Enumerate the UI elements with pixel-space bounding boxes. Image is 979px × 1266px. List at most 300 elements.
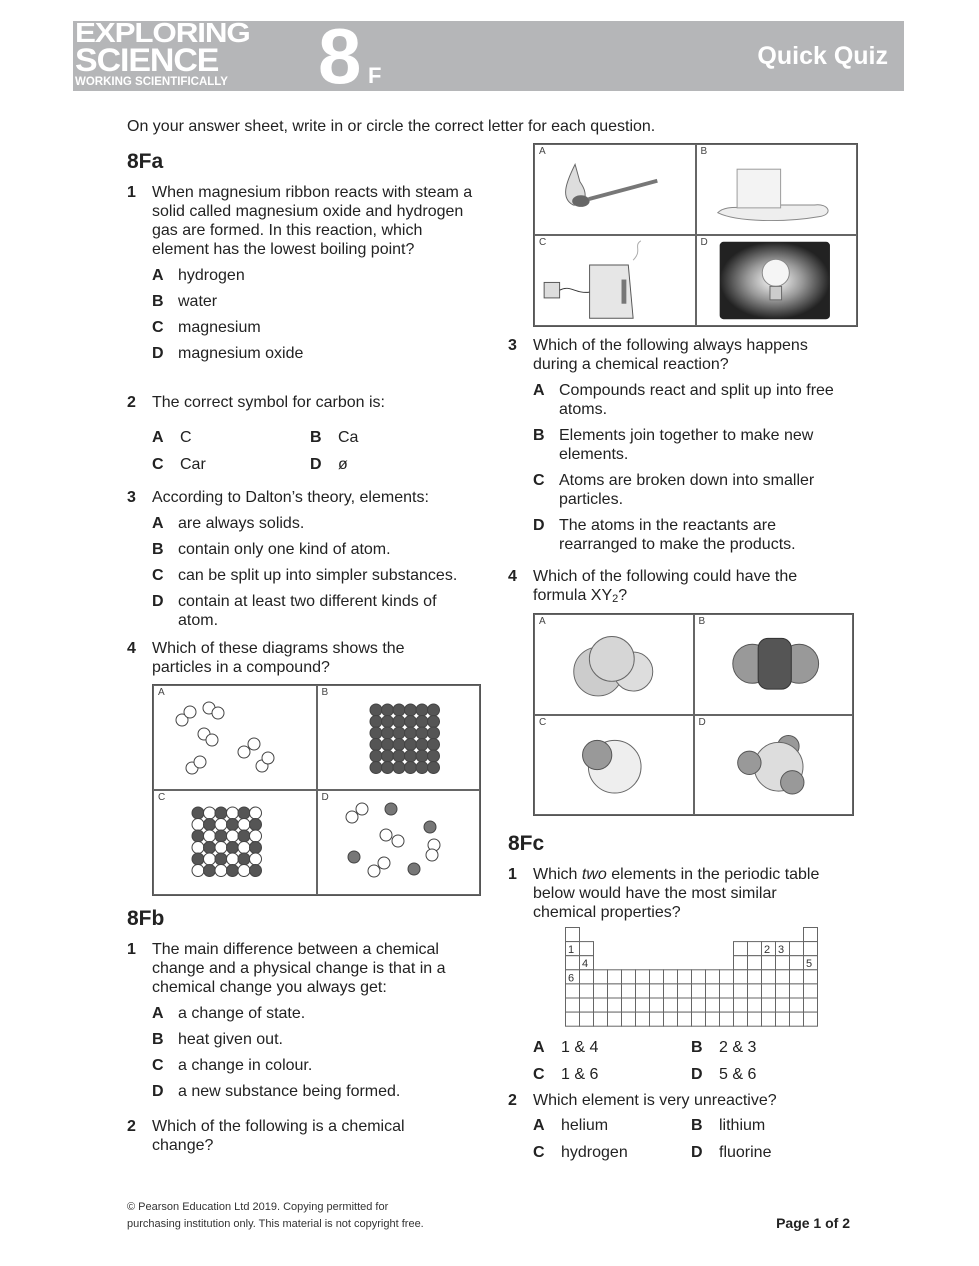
particle [381,739,393,751]
element-label: 1 [568,944,575,957]
question-8fa-4 [127,639,427,677]
particle [215,853,227,865]
question-text: Which of the following always happens during a chemical reaction? [533,337,808,373]
panel-label: A [539,616,546,627]
element-cell [776,984,790,998]
text-part: elements in the periodic table below would have the most similar chemical properties? [533,866,820,921]
element-cell [636,984,650,998]
element-cell [748,956,762,970]
particle [250,842,262,854]
option-letter: D [152,1083,164,1100]
element-cell [636,970,650,984]
particle [227,842,239,854]
answer-option[interactable] [533,1143,691,1162]
particle-diagrams [152,684,481,896]
particle [408,863,420,875]
element-cell [734,984,748,998]
element-label: 4 [582,958,589,971]
element-cell [762,984,776,998]
element-cell [664,998,678,1012]
element-cell [734,942,748,956]
question-stem [127,639,427,677]
answer-option[interactable] [691,1038,841,1057]
particle [424,821,436,833]
element-cell [748,998,762,1012]
option-letter: C [152,1057,164,1074]
panel-a [534,614,694,715]
molecule-c [535,716,693,815]
particle [381,750,393,762]
option-text: 2 & 3 [719,1039,757,1056]
option-text: ø [338,456,348,473]
question-8fb-4 [508,567,828,609]
particle [404,762,416,774]
element-cell [762,998,776,1012]
option-letter: B [152,541,164,558]
logo-line-2: SCIENCE [75,42,219,78]
periodic-table-diagram [565,927,819,1028]
particle [393,727,405,739]
element-cell [692,998,706,1012]
particle [238,746,250,758]
unit-letter: F [368,63,382,88]
element-cell [594,1012,608,1026]
mixture-diagram [318,791,480,894]
element-cell [720,998,734,1012]
particle [404,750,416,762]
copyright-notice [127,1199,424,1233]
answer-option[interactable] [691,1116,841,1135]
particle [393,716,405,728]
particle [368,865,380,877]
option-text: hydrogen [178,267,245,284]
option-letter: D [310,456,322,473]
element-cell [692,970,706,984]
answer-option[interactable] [152,318,477,337]
particle [427,750,439,762]
element-cell [678,998,692,1012]
element-cell [790,970,804,984]
lattice-element-diagram [318,686,480,789]
particle [212,707,224,719]
option-letter: B [691,1039,703,1056]
question-number: 1 [508,866,517,883]
particle [215,865,227,877]
element-label: 2 [764,944,771,957]
particle [393,739,405,751]
question-text: The main difference between a chemical change and a physical change is that in a chemical change you always get: [152,941,446,996]
particle [250,819,262,831]
particle [427,762,439,774]
answer-option[interactable] [152,292,477,311]
option-text: a new substance being formed. [178,1083,401,1100]
particle [392,835,404,847]
particle [370,704,382,716]
answer-option[interactable] [533,1038,691,1057]
answer-option[interactable] [533,471,853,509]
question-8fb-1 [127,940,467,1101]
element-label: 5 [806,958,813,971]
panel-label: D [698,716,706,728]
particle [427,716,439,728]
option-text: lithium [719,1117,766,1134]
text-part: ? [618,587,628,604]
element-cell [748,1012,762,1026]
particle [204,842,216,854]
element-cell [748,970,762,984]
question-text: The correct symbol for carbon is: [152,394,385,411]
element-cell [804,970,818,984]
element-cell [706,970,720,984]
option-letter: C [152,456,164,473]
particle [215,830,227,842]
answer-option[interactable] [152,428,310,447]
question-text: When magnesium ribbon reacts with steam a solid called magnesium oxide and hydrogen gas are formed. In this reaction, which element has the lowest boiling point? [152,184,473,258]
molecule-b [695,615,853,714]
panel-label: B [698,616,706,627]
question-8fa-1 [127,183,477,363]
particle [238,807,250,819]
element-cell [706,984,720,998]
answer-option[interactable] [310,455,460,474]
panel-c [534,235,696,326]
particle [427,739,439,751]
element-cell [748,984,762,998]
element-cell [608,998,622,1012]
particle [192,830,204,842]
panel-label: A [158,687,165,698]
question-number: 2 [508,1092,517,1109]
option-text: The atoms in the reactants are rearranged to make the products. [559,517,796,553]
answer-option[interactable] [533,381,853,419]
particle [204,865,216,877]
element-cell [762,956,776,970]
option-text: Atoms are broken down into smaller particles. [559,472,815,508]
element-cell [692,1012,706,1026]
panel-d [317,790,481,895]
element-cell [804,984,818,998]
option-text: contain only one kind of atom. [178,541,391,558]
question-8fb-2 [127,1117,437,1155]
question-8fc-1-options [508,1037,858,1084]
element-cell [804,1012,818,1026]
lattice-compound-diagram [154,791,316,894]
option-text: 1 & 4 [561,1039,599,1056]
panel-b [694,614,854,715]
particle [227,819,239,831]
particle [204,853,216,865]
answer-option[interactable] [310,428,460,447]
header-banner [73,12,904,100]
answer-option[interactable] [533,516,853,554]
question-text [533,865,838,922]
element-cell [804,998,818,1012]
option-text: Ca [338,429,359,446]
element-cell [566,928,580,942]
particle [381,704,393,716]
particle [381,716,393,728]
particle [346,811,358,823]
particle [416,739,428,751]
option-letter: D [533,517,545,534]
element-cell [790,942,804,956]
element-cell [706,1012,720,1026]
element-cell [720,1012,734,1026]
particle [204,830,216,842]
element-cell [566,1012,580,1026]
option-text: magnesium oxide [178,345,304,362]
molecule-d [695,716,853,815]
particle [416,704,428,716]
question-text: Which element is very unreactive? [533,1092,777,1109]
particle [404,739,416,751]
question-8fc-2 [508,1091,858,1162]
option-letter: A [152,1005,164,1022]
particle [416,762,428,774]
panel-c [534,715,694,816]
question-stem [127,1117,437,1155]
panel-label: A [539,146,546,157]
element-cell [580,998,594,1012]
element-cell [734,1012,748,1026]
instructions: On your answer sheet, write in or circle the correct letter for each question. [127,118,656,135]
element-cell [678,1012,692,1026]
particle [378,857,390,869]
burning-spoon-image [535,145,695,234]
option-text: contain at least two different kinds of atom. [178,593,437,629]
panel-a [534,144,696,235]
answer-option[interactable] [533,1065,691,1084]
answer-option[interactable] [533,426,853,464]
answer-option[interactable] [533,1116,691,1135]
element-cell [734,970,748,984]
question-stem [127,393,477,412]
option-letter: A [152,515,164,532]
particle [370,716,382,728]
particle [404,716,416,728]
particle [238,819,250,831]
element-label: 3 [778,944,785,957]
option-letter: C [533,1144,545,1161]
answer-option[interactable] [152,344,477,363]
particle [238,865,250,877]
page-number: Page 1 of 2 [776,1215,850,1231]
option-letter: B [691,1117,703,1134]
question-number: 3 [508,337,517,354]
particle [227,865,239,877]
answer-option[interactable] [152,455,310,474]
particle [356,803,368,815]
element-cell [804,928,818,942]
element-label: 6 [568,972,575,985]
particle [215,842,227,854]
option-letter: C [533,472,545,489]
question-number: 4 [127,640,136,657]
light-bulb-image [697,236,857,325]
panel-label: B [321,687,329,698]
element-cell [706,998,720,1012]
answer-option[interactable] [152,592,477,630]
option-text: a change in colour. [178,1057,313,1074]
answer-option[interactable] [152,1004,467,1023]
options-grid [533,1038,858,1084]
question-number: 2 [127,1118,136,1135]
question-number: 4 [508,568,517,585]
answer-option[interactable] [152,1082,467,1101]
option-text: are always solids. [178,515,305,532]
particle [192,853,204,865]
question-stem [508,336,853,374]
option-text: Car [180,456,206,473]
option-letter: A [533,382,545,399]
element-cell [678,984,692,998]
particle [192,842,204,854]
particle [215,807,227,819]
panel-b [317,685,481,790]
particle [204,807,216,819]
molecule-diagrams [533,613,854,816]
question-text: Which of these diagrams shows the particles in a compound? [152,640,405,676]
option-text: 5 & 6 [719,1066,757,1083]
answer-option[interactable] [691,1065,841,1084]
element-cell [594,970,608,984]
particle [393,750,405,762]
particle [194,756,206,768]
element-cell [776,970,790,984]
option-letter: D [691,1066,703,1083]
panel-label: B [700,146,708,157]
answer-option[interactable] [152,514,477,533]
element-cell [594,998,608,1012]
question-stem [127,488,477,507]
element-cell [580,984,594,998]
element-cell [790,1012,804,1026]
question-8fa-3 [127,488,477,630]
question-text: Which of the following is a chemical change? [152,1118,405,1154]
answer-option[interactable] [152,1056,467,1075]
option-text: Elements join together to make new elements. [559,427,814,463]
answer-option[interactable] [152,566,477,585]
element-cell [790,998,804,1012]
option-letter: B [533,427,545,444]
particle [393,704,405,716]
answer-option[interactable] [152,266,477,285]
option-letter: C [152,567,164,584]
element-cell [790,984,804,998]
particle [426,849,438,861]
element-cell [720,984,734,998]
element-cell [650,1012,664,1026]
particle [206,734,218,746]
element-cell [608,1012,622,1026]
logo-line-1: EXPLORING [75,17,250,48]
element-cell [636,998,650,1012]
panel-d [696,235,858,326]
section-heading-8fa: 8Fa [127,150,164,173]
particle [348,851,360,863]
particle [250,853,262,865]
particle [427,727,439,739]
element-cell [776,956,790,970]
element-cell [762,1012,776,1026]
option-text: can be split up into simpler substances. [178,567,458,584]
particle [248,738,260,750]
particle [250,830,262,842]
element-cell [776,1012,790,1026]
element-cell [566,956,580,970]
text-part: Which of the following could have the formula XY [533,568,798,604]
particle [262,752,274,764]
option-text: a change of state. [178,1005,306,1022]
question-8fb-3 [508,336,853,554]
panel-label: C [539,716,547,728]
option-letter: C [533,1066,545,1083]
option-text: fluorine [719,1144,772,1161]
particle [192,807,204,819]
option-text: hydrogen [561,1144,628,1161]
option-text: heat given out. [178,1031,283,1048]
logo-line-3: WORKING SCIENTIFICALLY [75,76,228,88]
particle [250,807,262,819]
question-stem [127,183,477,259]
answer-option[interactable] [691,1143,841,1162]
element-cell [636,1012,650,1026]
question-number: 3 [127,489,136,506]
element-cell [762,970,776,984]
particle [416,716,428,728]
particle [184,706,196,718]
particle [393,762,405,774]
element-cell [650,984,664,998]
option-text: water [178,293,218,310]
panel-a [153,685,317,790]
emphasis: two [581,866,607,883]
particle [215,819,227,831]
panel-label: C [158,792,166,803]
particle [204,819,216,831]
element-cell [608,970,622,984]
option-letter: A [152,429,164,446]
option-text: helium [561,1117,609,1134]
particle [238,830,250,842]
element-cell [580,970,594,984]
particle [192,865,204,877]
particle [370,739,382,751]
answer-option[interactable] [152,1030,467,1049]
element-cell [594,984,608,998]
panel-label: D [700,237,708,248]
particle [238,842,250,854]
particle [370,762,382,774]
question-stem [127,940,467,997]
panel-d [694,715,854,816]
subscript: 2 [612,593,619,605]
option-letter: D [691,1144,703,1161]
answer-option[interactable] [152,540,477,559]
copyright-line-1: © Pearson Education Ltd 2019. Copying permitted for [127,1201,389,1213]
element-cell [580,942,594,956]
particle [381,727,393,739]
particle [192,819,204,831]
element-cell [664,970,678,984]
options-grid [533,1116,858,1162]
question-number: 1 [127,184,136,201]
particle [227,830,239,842]
option-letter: D [152,345,164,362]
element-cell [566,984,580,998]
element-cell [580,1012,594,1026]
option-letter: C [152,319,164,336]
